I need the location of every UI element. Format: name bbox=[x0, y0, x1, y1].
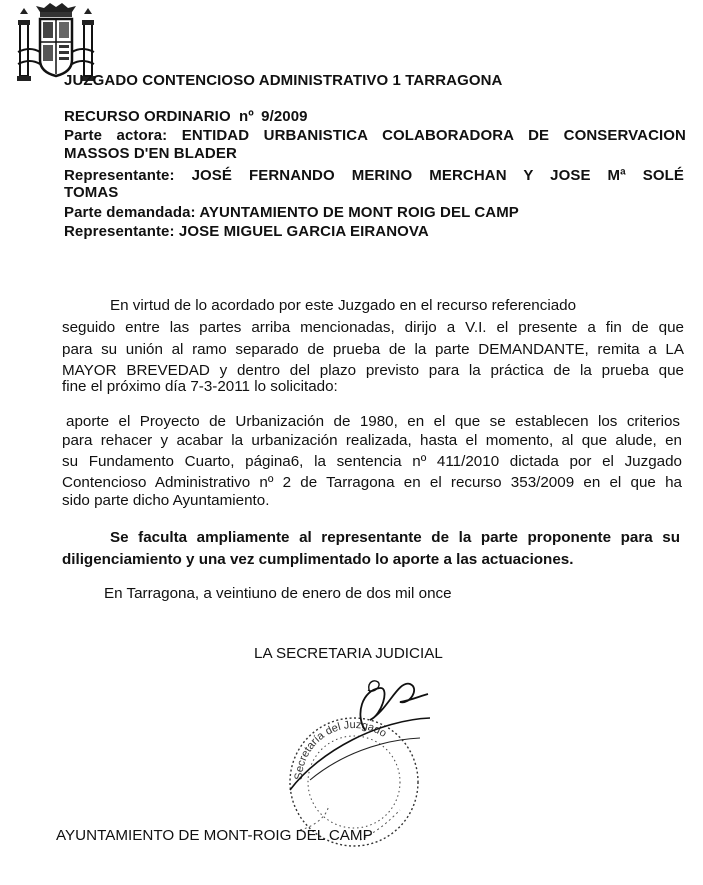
paragraph-1-line-5: fine el próximo día 7-3-2011 lo solicitado: bbox=[62, 378, 338, 395]
place-date: En Tarragona, a veintiuno de enero de dos mil once bbox=[104, 585, 452, 602]
court-title: JUZGADO CONTENCIOSO ADMINISTRATIVO 1 TARRAGONA bbox=[64, 72, 503, 89]
plaintiff-line bbox=[64, 127, 686, 144]
signature-title: LA SECRETARIA JUDICIAL bbox=[254, 645, 443, 662]
case-number: 9/2009 bbox=[261, 108, 308, 125]
paragraph-3-line-2: diligenciamiento y una vez cumplimentado lo aporte a las actuaciones. bbox=[62, 551, 574, 568]
plaintiff-label: Parte actora: bbox=[64, 127, 168, 144]
addressee: AYUNTAMIENTO DE MONT-ROIG DEL CAMP bbox=[56, 827, 373, 844]
representative-2-value: JOSE MIGUEL GARCIA EIRANOVA bbox=[178, 223, 429, 240]
representative-2-label: Representante: bbox=[64, 223, 175, 240]
case-number-line bbox=[64, 108, 308, 125]
representative-1-label: Representante: bbox=[64, 167, 175, 184]
plaintiff-value: ENTIDAD URBANISTICA COLABORADORA DE CONSERVACION bbox=[181, 127, 686, 144]
paragraph-1-line-3: para su unión al ramo separado de prueba de la parte DEMANDANTE, remita a LA bbox=[62, 341, 684, 358]
paragraph-2-line-1: aporte el Proyecto de Urbanización de 1980, en el que se establecen los criterios bbox=[66, 413, 680, 430]
stamp-text: Secretaría del Juzgado bbox=[292, 718, 389, 781]
plaintiff-line-2: MASSOS D'EN BLADER bbox=[64, 145, 237, 162]
representative-1-line-2: TOMAS bbox=[64, 184, 119, 201]
paragraph-1-line-1: En virtud de lo acordado por este Juzgado en el recurso referenciado bbox=[110, 297, 577, 314]
representative-1-value: JOSÉ FERNANDO MERINO MERCHAN Y JOSE Mª SOLÉ bbox=[191, 167, 684, 184]
defendant-value: AYUNTAMIENTO DE MONT ROIG DEL CAMP bbox=[199, 204, 519, 221]
paragraph-2-line-2: para rehacer y acabar la urbanización realizada, hasta el momento, al que alude, en bbox=[62, 432, 682, 449]
case-label: RECURSO ORDINARIO bbox=[64, 108, 231, 125]
case-num-sign: nº bbox=[239, 108, 254, 125]
paragraph-2-line-3: su Fundamento Cuarto, página6, la sentencia nº 411/2010 dictada por el Juzgado bbox=[62, 453, 682, 470]
defendant-label: Parte demandada: bbox=[64, 204, 196, 221]
paragraph-2-line-5: sido parte dicho Ayuntamiento. bbox=[62, 492, 270, 509]
representative-1-line bbox=[64, 167, 684, 184]
representative-2-line bbox=[64, 223, 429, 240]
paragraph-2-line-4: Contencioso Administrativo nº 2 de Tarragona en el recurso 353/2009 en el que ha bbox=[62, 474, 682, 491]
paragraph-1-line-4: MAYOR BREVEDAD y dentro del plazo previsto para la práctica de la prueba que bbox=[62, 362, 684, 379]
paragraph-3-line-1: Se faculta ampliamente al representante de la parte proponente para su bbox=[110, 529, 680, 546]
defendant-line bbox=[64, 204, 519, 221]
paragraph-1-line-2: seguido entre las partes arriba mencionadas, dirijo a V.I. el presente a fin de que bbox=[62, 319, 684, 336]
